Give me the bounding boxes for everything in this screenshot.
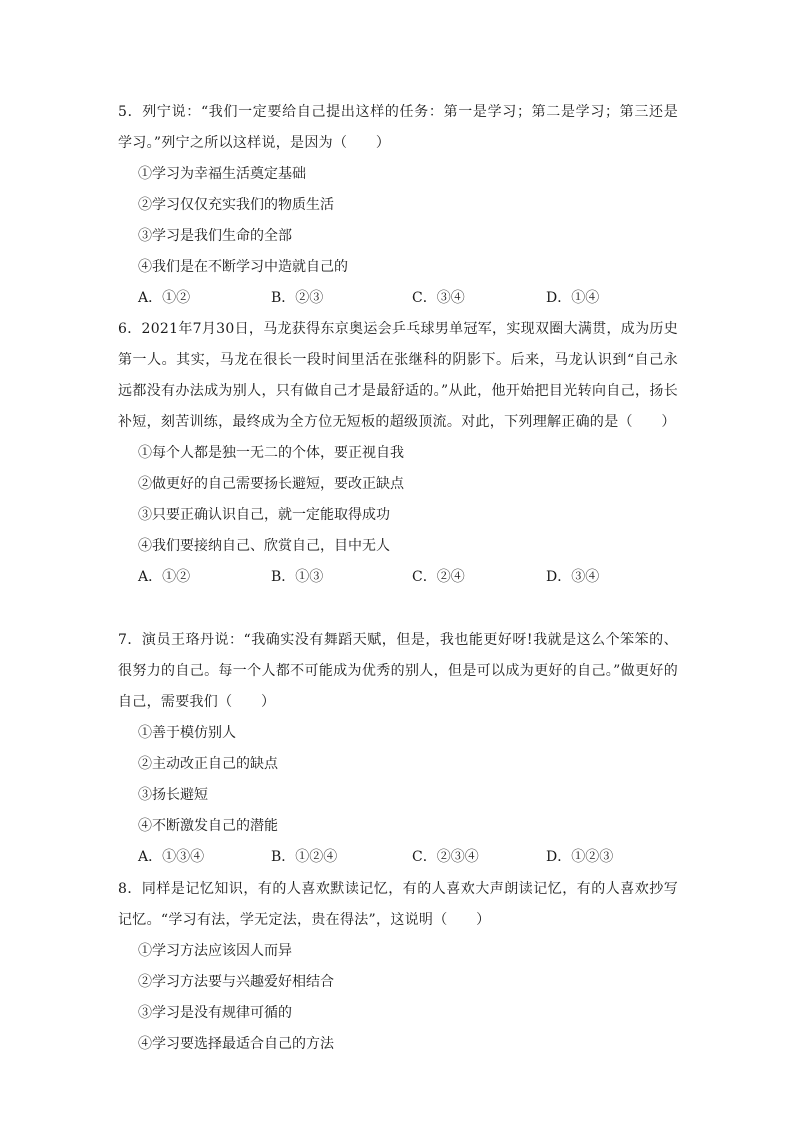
- answer-c: C．②③④: [412, 849, 479, 865]
- option: ①学习方法应该因人而异: [138, 943, 292, 959]
- option: ②学习方法要与兴趣爱好相结合: [138, 974, 334, 990]
- option: ②学习仅仅充实我们的物质生活: [138, 197, 334, 213]
- question-stem: 7．演员王珞丹说：“我确实没有舞蹈天赋，但是，我也能更好呀!我就是这么个笨笨的、很努力的自己。每一个人都不可能成为优秀的别人，但是可以成为更好的自己。”做更好的自己，需要我们（ ）: [118, 632, 678, 710]
- option: ③扬长避短: [138, 787, 208, 803]
- option: ②主动改正自己的缺点: [138, 756, 278, 772]
- answer-b: B．①②④: [271, 849, 338, 865]
- option: ③学习是我们生命的全部: [138, 228, 292, 244]
- option: ②做更好的自己需要扬长避短，要改正缺点: [138, 476, 404, 492]
- option: ④学习要选择最适合自己的方法: [138, 1036, 334, 1052]
- option: ④我们要接纳自己、欣赏自己，目中无人: [138, 538, 390, 554]
- option: ①每个人都是独一无二的个体，要正视自我: [138, 445, 404, 461]
- option: ①善于模仿别人: [138, 725, 236, 741]
- option: ④不断激发自己的潜能: [138, 818, 278, 834]
- answer-choices: [118, 842, 678, 873]
- option: ④我们是在不断学习中造就自己的: [138, 259, 348, 275]
- option: ③只要正确认识自己，就一定能取得成功: [138, 507, 390, 523]
- question-8: [118, 874, 678, 1060]
- answer-a: A．①②: [138, 569, 191, 585]
- answer-a: A．①②: [138, 290, 191, 306]
- answer-c: C．③④: [412, 290, 465, 306]
- option: ①学习为幸福生活奠定基础: [138, 166, 306, 182]
- answer-b: B．①③: [271, 569, 324, 585]
- answer-choices: [118, 562, 678, 593]
- option: ③学习是没有规律可循的: [138, 1005, 292, 1021]
- question-stem: 8．同样是记忆知识，有的人喜欢默读记忆，有的人喜欢大声朗读记忆，有的人喜欢抄写记忆。“学习有法，学无定法，贵在得法”，这说明（ ）: [118, 881, 678, 928]
- answer-c: C．②④: [412, 569, 465, 585]
- question-5: [118, 97, 678, 314]
- answer-choices: [118, 283, 678, 314]
- question-7: [118, 625, 678, 873]
- answer-b: B．②③: [271, 290, 324, 306]
- answer-a: A．①③④: [138, 849, 205, 865]
- question-stem: 6．2021年7月30日，马龙获得东京奥运会乒乓球男单冠军，实现双圈大满贯，成为历史第一人。其实，马龙在很长一段时间里活在张继科的阴影下。后来，马龙认识到“自己永远都没有办法成为别人，只有做自己才是最舒适的。”从此，他开始把目光转向自己，扬长补短，刻苦训练，最终成为全方位无短板的超级顶流。对此，下列理解正确的是（ ）: [118, 321, 678, 430]
- question-stem: 5．列宁说：“我们一定要给自己提出这样的任务：第一是学习；第二是学习；第三还是学习。”列宁之所以这样说，是因为（ ）: [118, 104, 678, 151]
- answer-d: D．③④: [546, 569, 600, 585]
- answer-d: D．①②③: [546, 849, 614, 865]
- answer-d: D．①④: [546, 290, 600, 306]
- question-6: [118, 314, 678, 593]
